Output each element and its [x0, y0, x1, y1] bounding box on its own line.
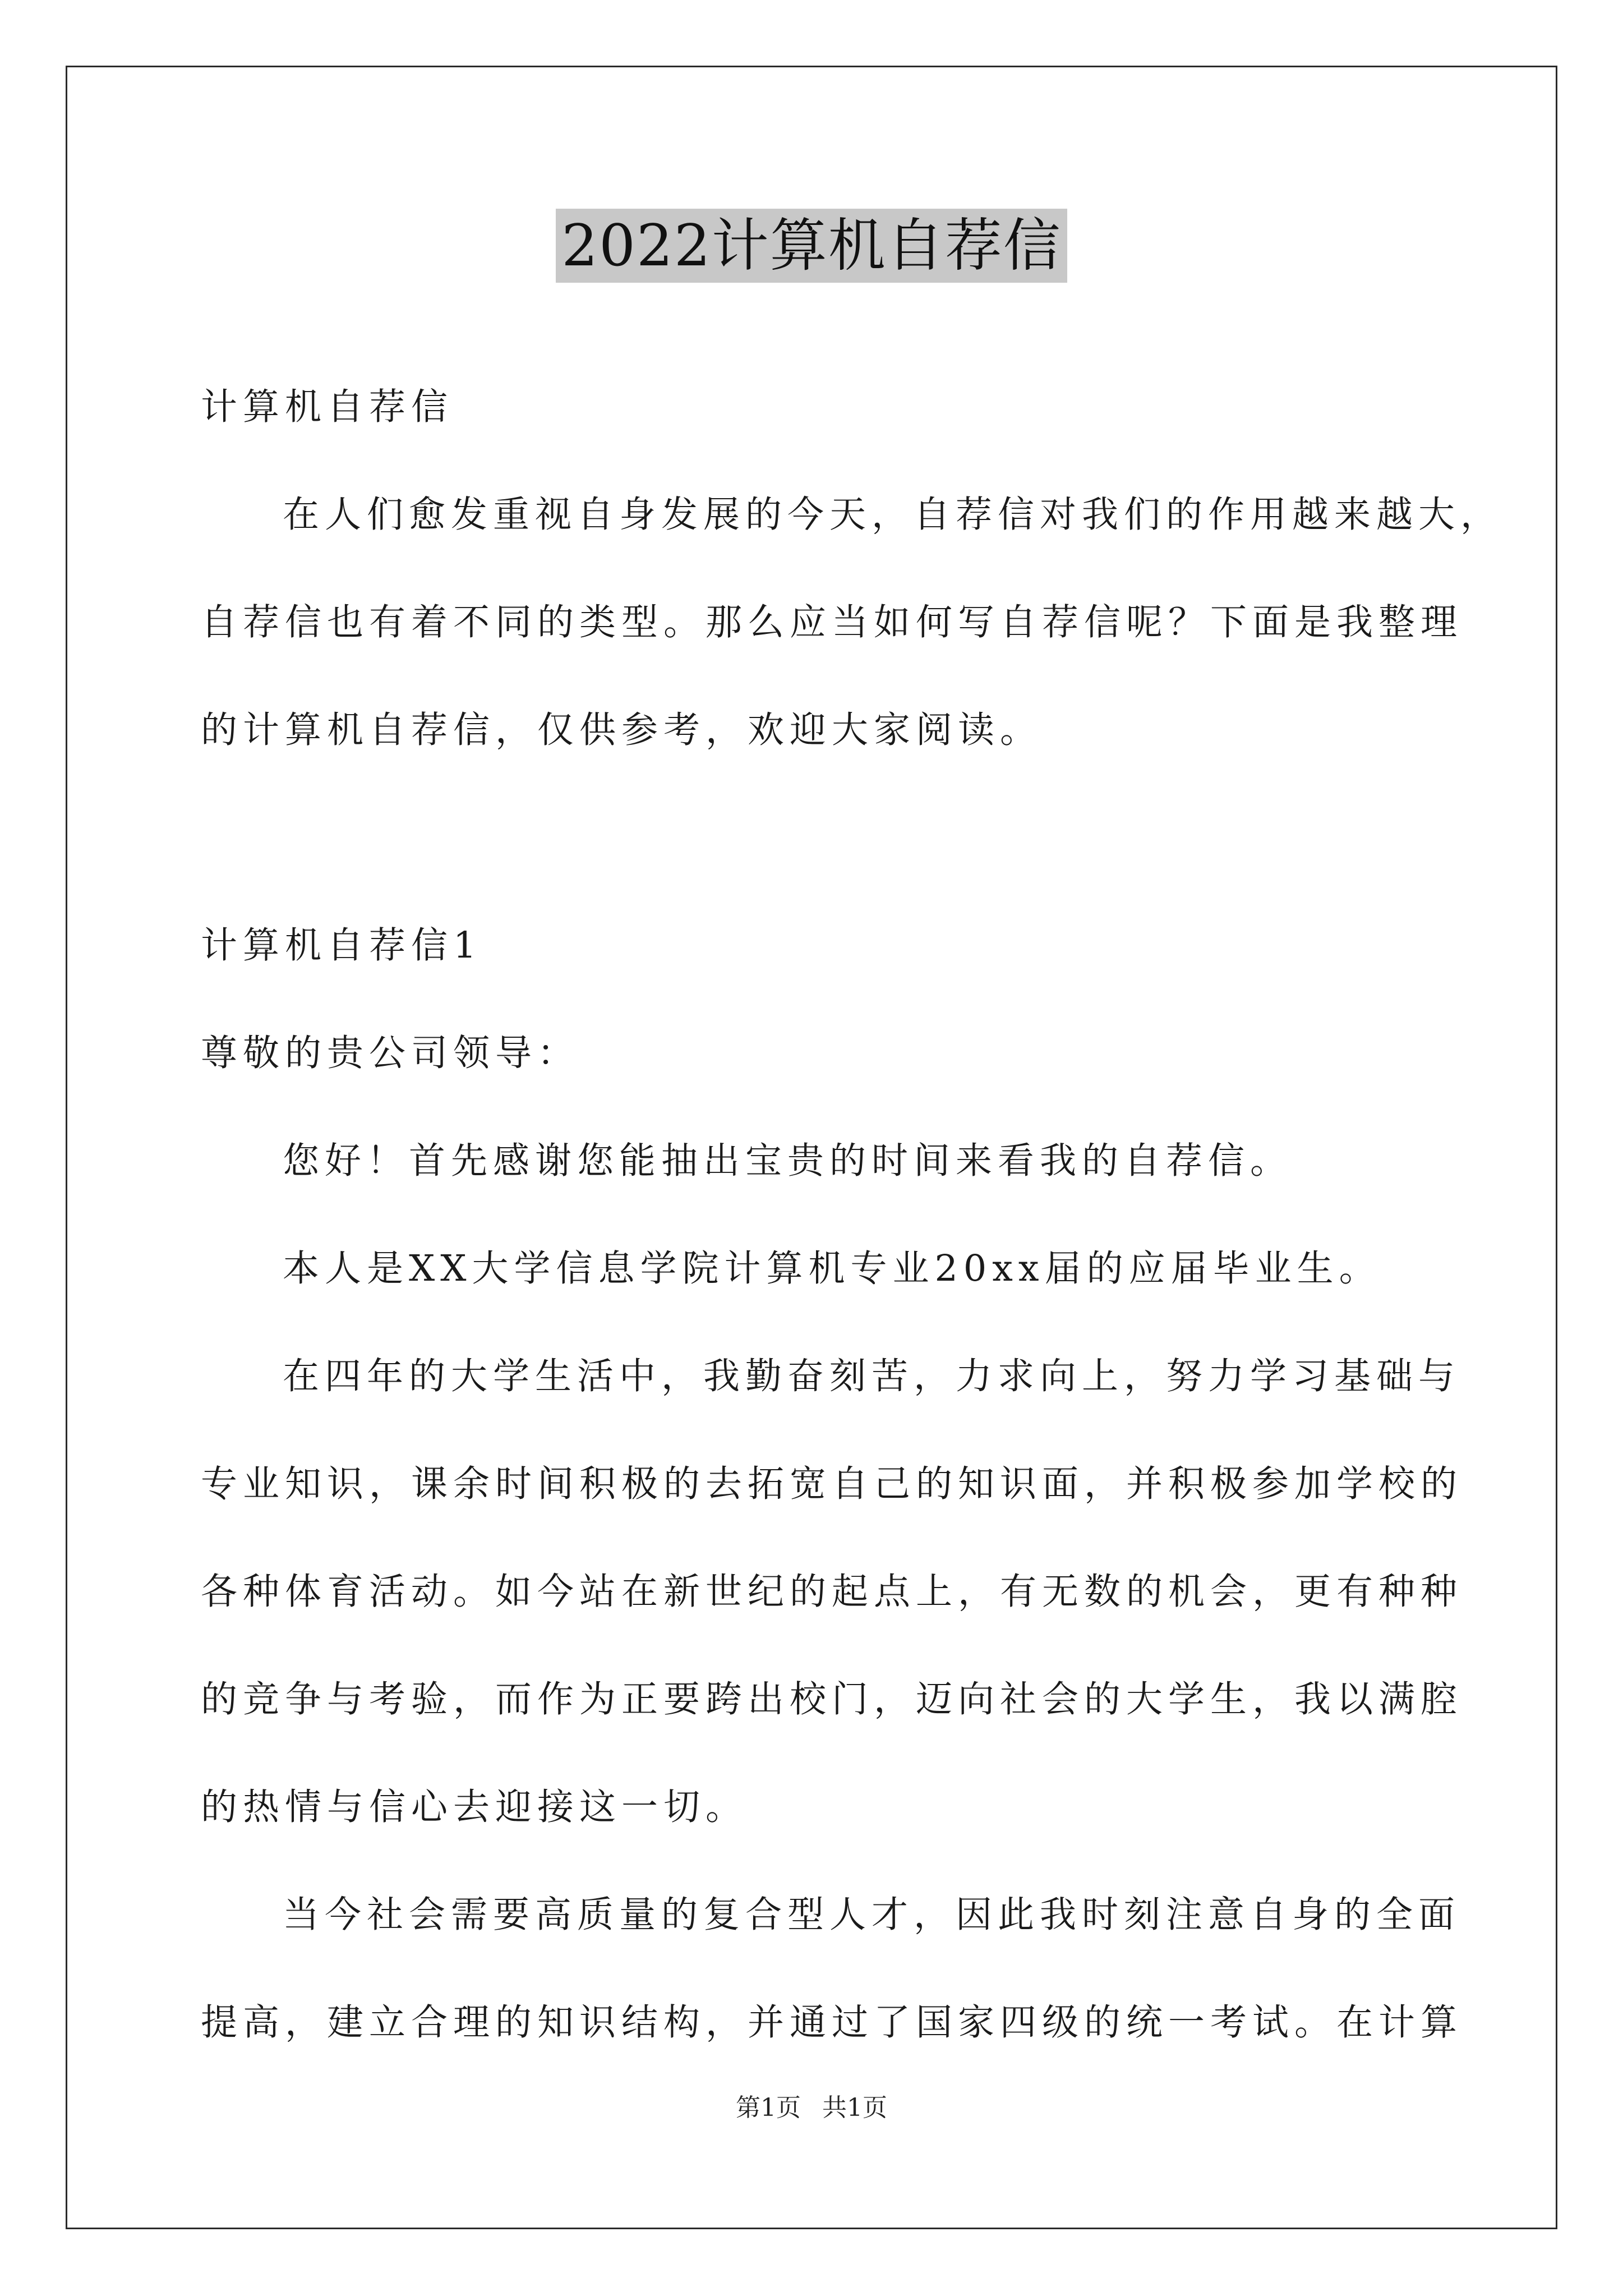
self-intro: 本人是XX大学信息学院计算机专业20xx届的应届毕业生。: [283, 1248, 1381, 1290]
page-footer: [0, 2091, 1623, 2125]
title-container: [0, 209, 1623, 283]
paragraph-line: 专业知识，课余时间积极的去拓宽自己的知识面，并积极参加学校的: [201, 1463, 1463, 1505]
intro-line: 自荐信也有着不同的类型。那么应当如何写自荐信呢？下面是我整理: [201, 601, 1463, 643]
page-total: 共1页: [822, 2093, 887, 2122]
paragraph-line: 各种体育活动。如今站在新世纪的起点上，有无数的机会，更有种种: [201, 1571, 1463, 1613]
paragraph-line: 在四年的大学生活中，我勤奋刻苦，力求向上，努力学习基础与: [283, 1355, 1461, 1397]
salutation: 尊敬的贵公司领导：: [201, 1032, 580, 1074]
page-number: 第1页: [736, 2093, 801, 2122]
document-body: [201, 353, 1503, 2077]
paragraph-line: 当今社会需要高质量的复合型人才，因此我时刻注意自身的全面: [283, 1894, 1461, 1936]
paragraph-line: 的热情与信心去迎接这一切。: [201, 1786, 748, 1828]
paragraph-line: 提高，建立合理的知识结构，并通过了国家四级的统一考试。在计算: [201, 2001, 1463, 2044]
letter-heading: 计算机自荐信1: [201, 924, 482, 967]
greeting: 您好！首先感谢您能抽出宝贵的时间来看我的自荐信。: [283, 1140, 1293, 1182]
intro-line: 在人们愈发重视自身发展的今天，自荐信对我们的作用越来越大，: [283, 494, 1503, 536]
section-heading: 计算机自荐信: [201, 386, 454, 428]
intro-line: 的计算机自荐信，仅供参考，欢迎大家阅读。: [201, 709, 1043, 751]
blank-line: [201, 784, 1446, 892]
document-title: 2022计算机自荐信: [556, 209, 1067, 283]
paragraph-line: 的竞争与考验，而作为正要跨出校门，迈向社会的大学生，我以满腔: [201, 1678, 1463, 1720]
